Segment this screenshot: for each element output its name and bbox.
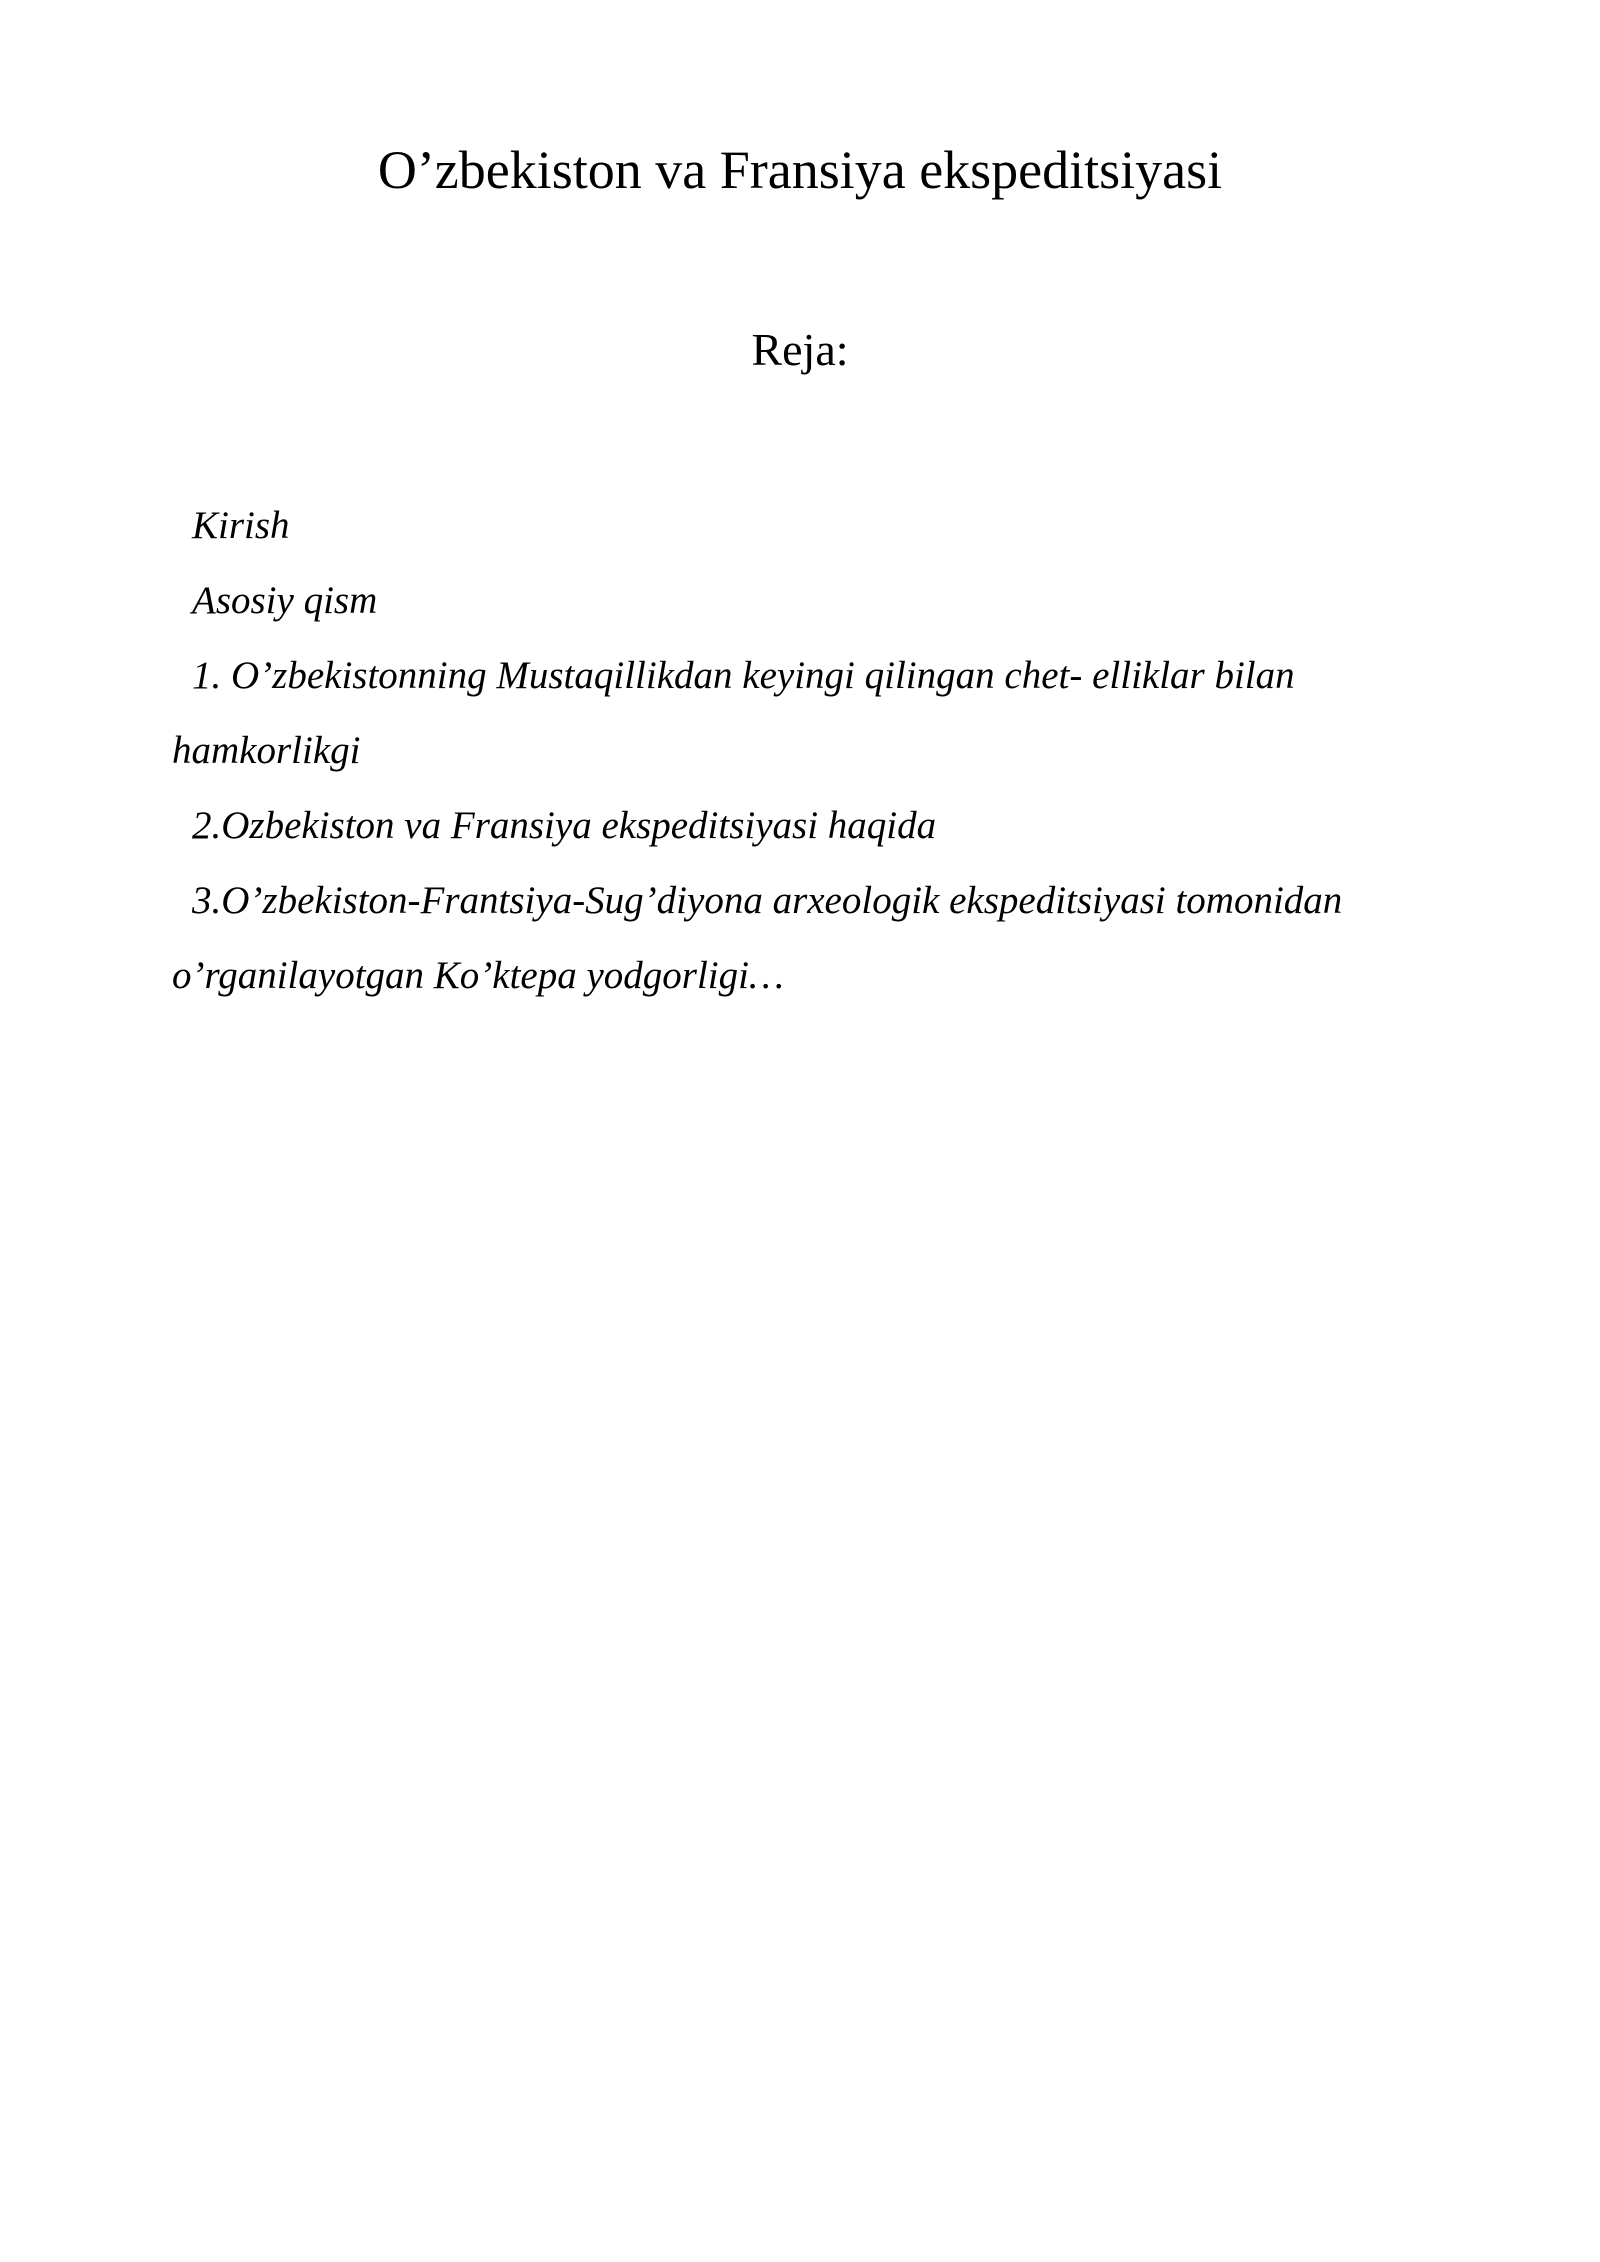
plan-heading: Reja: bbox=[751, 324, 849, 375]
plan-item-kirish: Kirish bbox=[192, 504, 290, 547]
plan-item-3-line-2: o’rganilayotgan Ko’ktepa yodgorligi… bbox=[172, 954, 784, 997]
plan-item-1-line-1: 1. O’zbekistonning Mustaqillikdan keyingi qilingan chet- elliklar bilan bbox=[192, 654, 1295, 697]
plan-list bbox=[172, 488, 1472, 1013]
plan-item-asosiy-qism: Asosiy qism bbox=[192, 579, 378, 622]
plan-item-2: 2.Ozbekiston va Fransiya ekspeditsiyasi haqida bbox=[192, 804, 937, 847]
plan-item-3-line-1: 3.O’zbekiston-Frantsiya-Sug’diyona arxeologik ekspeditsiyasi tomonidan bbox=[192, 879, 1343, 922]
document-title: O’zbekiston va Fransiya ekspeditsiyasi bbox=[377, 140, 1223, 200]
plan-item-1-line-2: hamkorlikgi bbox=[172, 729, 361, 772]
